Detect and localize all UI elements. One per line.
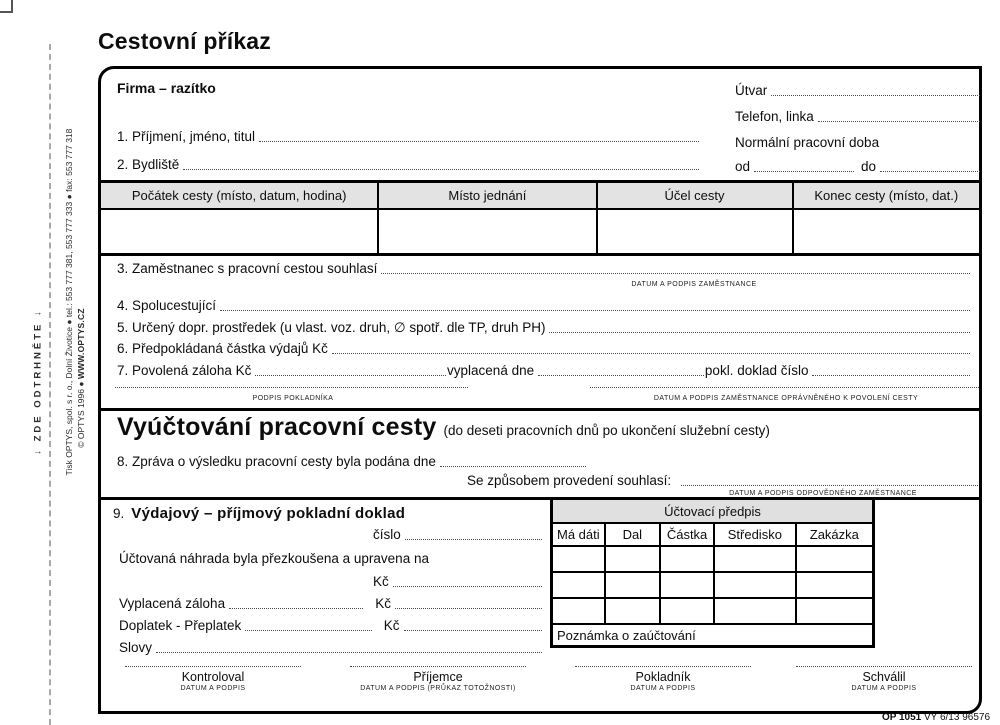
fill-line [156,652,542,653]
page-title: Cestovní příkaz [98,28,271,54]
currency-label: Kč [373,574,389,589]
signature-block-pokladnik [563,666,763,692]
from-label: od [735,159,751,174]
working-hours-from-to-field [735,159,981,175]
accounting-cell [660,598,714,624]
signature-label: Příjemce [413,670,463,684]
accounting-table [550,497,875,648]
trip-start-header: Počátek cesty (místo, datum, hodina) [100,182,379,210]
signature-line [575,666,751,667]
accounting-cell [714,546,795,572]
fill-line [812,375,970,376]
address-field [117,157,700,173]
fill-line [440,466,586,467]
paid-on-label: vyplacená dne [447,363,535,378]
form-code-suffix: VY 6/13 96576 [921,712,990,723]
accounting-table-row [552,546,874,572]
order-header: Zakázka [796,523,874,546]
settlement-title: Vyúčtování pracovní cesty [117,413,437,441]
meeting-place-header: Místo jednání [378,182,596,210]
fill-line [395,608,542,609]
credit-header: Dal [605,523,660,546]
co-travelers-field [117,298,971,314]
trip-table-cell [597,209,793,255]
fill-line [393,586,542,587]
fill-line [245,630,371,631]
reimbursement-amount-field [373,574,543,590]
accounting-table-row [552,598,874,624]
accounting-table-caption-row [552,499,874,524]
accounting-cell [605,546,660,572]
paid-advance-label: Vyplacená záloha [119,596,226,611]
fill-line [404,630,542,631]
trip-table-cell [100,209,379,255]
signature-caption: DATUM A PODPIS [180,685,246,692]
signature-block-kontroloval [113,666,313,692]
accounting-cell [796,546,874,572]
name-field [117,129,700,145]
fill-line [818,121,980,122]
currency-label: Kč [375,596,392,611]
fill-line [880,171,980,172]
co-travelers-label: 4. Spolucestující [117,298,217,313]
signature-caption: DATUM A PODPIS [851,685,917,692]
accounting-note-label: Poznámka o zaúčtování [552,624,874,647]
fill-line [220,310,970,311]
balance-due-field [119,618,543,634]
tear-here-vertical-text: ↓ ZDE ODTRHNĚTE ↓ [32,308,44,455]
signature-line [796,666,972,667]
paid-advance-field [119,596,543,612]
trip-table-cell [378,209,596,255]
fill-line [259,141,699,142]
approval-label: Se způsobem provedení souhlasí: [467,473,672,488]
signature-block-schvalil [784,666,984,692]
trip-table-body-row [100,209,981,255]
fill-line [754,171,854,172]
form-code-number: OP 1051 [881,712,922,723]
trip-end-header: Konec cesty (místo, dat.) [793,182,981,210]
fill-line [771,95,980,96]
report-submitted-field [117,454,587,470]
name-label: 1. Příjmení, jméno, titul [117,129,256,144]
accounting-cell [796,598,874,624]
amount-in-words-label: Slovy [119,640,153,655]
fill-line [538,375,704,376]
accounting-cell [660,546,714,572]
settlement-subtitle: (do deseti pracovních dnů po ukončení služební cesty) [443,423,770,438]
accounting-cell [660,572,714,598]
report-submitted-label: 8. Zpráva o výsledku pracovní cesty byla podána dne [117,454,436,469]
employee-signature-caption: DATUM A PODPIS ZAMĚSTNANCE [631,281,757,288]
signature-label: Schválil [862,670,906,684]
company-stamp-label: Firma – razítko [117,80,216,96]
advance-amount-label: 7. Povolená záloha Kč [117,363,252,378]
employee-consent-label: 3. Zaměstnanec s pracovní cestou souhlasí [117,261,378,276]
voucher-title: Výdajový – příjmový pokladní doklad [131,505,406,522]
responsible-employee-signature-caption: DATUM A PODPIS ODPOVĚDNÉHO ZAMĚSTNANCE [729,490,917,497]
accounting-table-header-row [552,523,874,546]
authorizer-signature-line [590,387,979,388]
fill-line [332,353,970,354]
accounting-cell [796,572,874,598]
accounting-note-row [552,624,874,647]
estimated-expenses-label: 6. Předpokládaná částka výdajů Kč [117,341,328,356]
perforation-line [49,44,51,725]
currency-label: Kč [383,618,400,633]
balance-due-label: Doplatek - Přeplatek [119,618,242,633]
travel-order-form [98,66,982,714]
transport-means-field [117,320,971,336]
voucher-number-label: číslo [373,527,401,542]
trip-purpose-header: Účel cesty [597,182,793,210]
voucher-number-field [373,527,543,543]
estimated-expenses-field [117,341,971,357]
address-label: 2. Bydliště [117,157,180,172]
fill-line [405,539,542,540]
amount-header: Částka [660,523,714,546]
trip-table [98,180,982,256]
scan-corner-mark [0,0,13,13]
fill-line [381,273,970,274]
signature-label: Pokladník [635,670,691,684]
reimbursement-checked-label: Účtovaná náhrada byla přezkoušena a upravena na [119,551,429,566]
to-label: do [861,159,877,174]
cashier-signature-line [115,387,468,388]
accounting-cell [714,598,795,624]
cost-center-header: Středisko [714,523,795,546]
accounting-table-row [552,572,874,598]
approval-field [467,473,979,489]
advance-payment-field [117,363,971,379]
accounting-table-title: Účtovací předpis [552,499,874,524]
section-divider [98,408,982,411]
accounting-cell [714,572,795,598]
accounting-cell [552,546,605,572]
phone-field [735,109,981,125]
fill-line [681,485,978,486]
form-code [820,712,990,723]
copyright-text: © OPTYS 1996 ● [76,379,86,448]
fill-line [255,375,446,376]
authorizer-signature-caption: DATUM A PODPIS ZAMĚSTNANCE OPRÁVNĚNÉHO K POVOLENÍ CESTY [653,395,919,402]
signature-line [350,666,526,667]
department-label: Útvar [735,83,768,98]
phone-label: Telefon, linka [735,109,814,124]
department-field [735,83,981,99]
accounting-cell [552,572,605,598]
copyright-vertical-text [76,303,86,453]
signature-line [125,666,301,667]
working-hours-label: Normální pracovní doba [735,135,880,150]
voucher-number: 9. [113,506,125,521]
printer-info-vertical-text: Tisk OPTYS, spol. s r. o., Dolní Životice ● tel.: 553 777 381, 553 777 333 ● fax: 553 777 318 [64,128,74,476]
trip-table-header-row [100,182,981,210]
working-hours-label-row [735,135,981,151]
debit-header: Má dáti [552,523,605,546]
signature-label: Kontroloval [181,670,245,684]
amount-in-words-field [119,640,543,656]
accounting-cell [605,598,660,624]
accounting-cell [552,598,605,624]
settlement-heading [117,413,770,442]
fill-line [183,169,699,170]
receipt-number-label: pokl. doklad číslo [704,363,809,378]
voucher-heading [113,505,405,522]
optys-website-text: WWW.OPTYS.CZ [76,308,86,380]
trip-table-cell [793,209,981,255]
signature-block-prijemce [338,666,538,692]
cashier-signature-caption: PODPIS POKLADNÍKA [252,395,334,402]
signature-caption: DATUM A PODPIS (PRŮKAZ TOTOŽNOSTI) [360,685,516,692]
fill-line [549,332,970,333]
fill-line [229,608,363,609]
transport-means-label: 5. Určený dopr. prostředek (u vlast. voz. druh, ∅ spotř. dle TP, druh PH) [117,320,546,335]
signature-caption: DATUM A PODPIS [630,685,696,692]
employee-consent-field [117,261,971,277]
accounting-cell [605,572,660,598]
